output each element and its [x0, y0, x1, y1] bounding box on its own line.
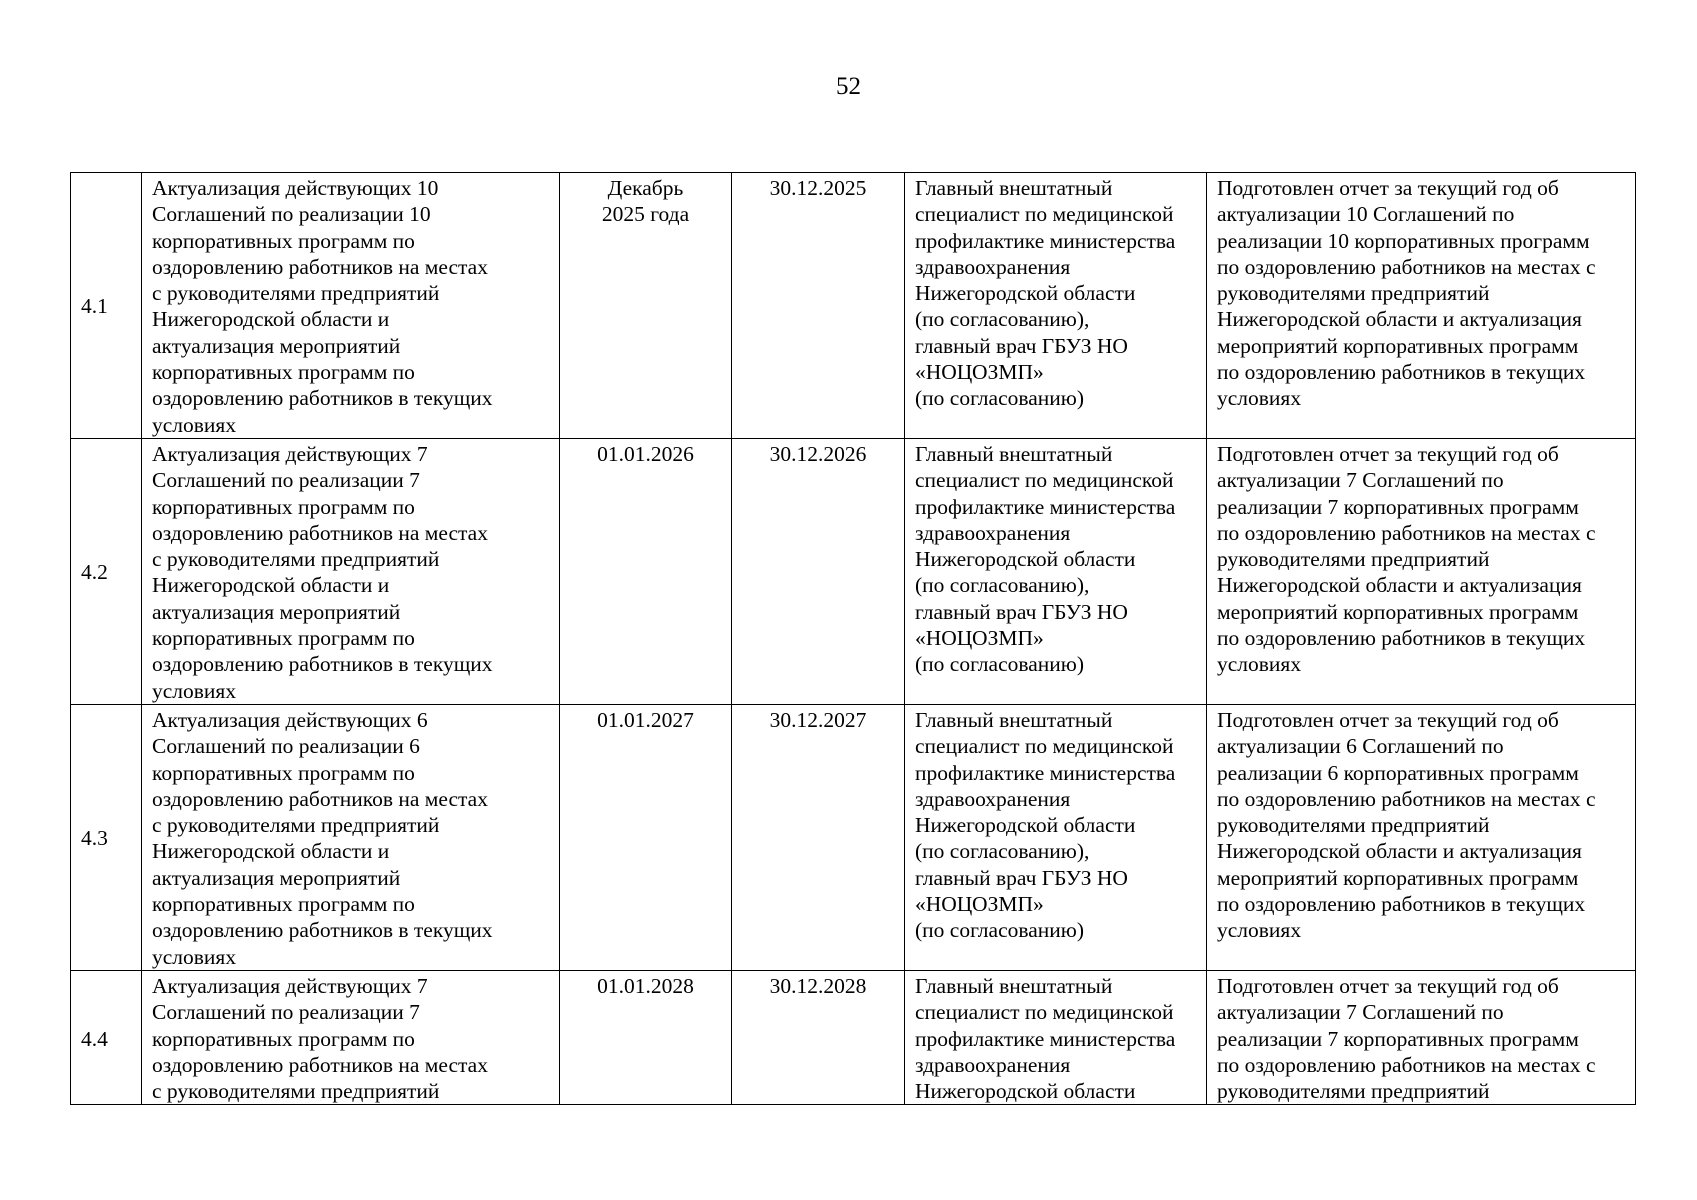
- event-cell: [142, 704, 560, 970]
- result-cell: [1207, 704, 1636, 970]
- responsible-cell-line: специалист по медицинской: [915, 202, 1174, 227]
- event-cell-line: Соглашений по реализации 6: [152, 734, 420, 759]
- result-cell-line: по оздоровлению работников в текущих: [1217, 360, 1586, 385]
- responsible-cell-line: главный врач ГБУЗ НО: [915, 333, 1128, 358]
- event-cell-line: оздоровлению работников на местах: [152, 520, 488, 545]
- responsible-cell-line: (по согласованию),: [915, 307, 1090, 332]
- item-number-cell: 4.1: [71, 173, 142, 439]
- event-cell-line: оздоровлению работников в текущих: [152, 386, 493, 411]
- result-cell-line: мероприятий корпоративных программ: [1217, 865, 1579, 890]
- event-cell-line: актуализация мероприятий: [152, 865, 401, 890]
- result-cell-line: по оздоровлению работников на местах с: [1217, 1052, 1596, 1077]
- table-row: [71, 173, 1636, 439]
- result-cell-line: Подготовлен отчет за текущий год об: [1217, 707, 1559, 732]
- responsible-cell-line: «НОЦОЗМП»: [915, 626, 1044, 651]
- table-body: [71, 173, 1636, 1105]
- event-cell-line: оздоровлению работников в текущих: [152, 652, 493, 677]
- result-cell-line: актуализации 6 Соглашений по: [1217, 734, 1504, 759]
- result-cell-line: условиях: [1217, 386, 1302, 411]
- event-cell-line: с руководителями предприятий: [152, 547, 440, 572]
- event-cell: [142, 970, 560, 1104]
- item-number-cell: 4.3: [71, 704, 142, 970]
- responsible-cell-line: специалист по медицинской: [915, 1000, 1174, 1025]
- result-cell-line: условиях: [1217, 652, 1302, 677]
- event-cell-line: корпоративных программ по: [152, 360, 415, 385]
- event-cell-line: корпоративных программ по: [152, 228, 415, 253]
- end-date-cell: 30.12.2027: [732, 704, 905, 970]
- event-cell: [142, 438, 560, 704]
- start-date-cell-line: 01.01.2027: [597, 707, 694, 732]
- event-cell-line: корпоративных программ по: [152, 760, 415, 785]
- event-cell-line: оздоровлению работников на местах: [152, 1052, 488, 1077]
- event-cell-line: с руководителями предприятий: [152, 813, 440, 838]
- responsible-cell-line: профилактике министерства: [915, 760, 1176, 785]
- responsible-cell-line: главный врач ГБУЗ НО: [915, 599, 1128, 624]
- responsible-cell-line: здравоохранения: [915, 1052, 1071, 1077]
- event-cell-line: актуализация мероприятий: [152, 333, 401, 358]
- table-row: [71, 438, 1636, 704]
- result-cell-line: по оздоровлению работников на местах с: [1217, 520, 1596, 545]
- event-cell-line: Актуализация действующих 7: [152, 973, 428, 998]
- responsible-cell-line: профилактике министерства: [915, 494, 1176, 519]
- result-cell-line: условиях: [1217, 918, 1302, 943]
- responsible-cell-line: «НОЦОЗМП»: [915, 360, 1044, 385]
- result-cell-line: по оздоровлению работников на местах с: [1217, 254, 1596, 279]
- start-date-cell-line: 01.01.2026: [597, 441, 694, 466]
- event-cell: [142, 173, 560, 439]
- responsible-cell: [905, 438, 1207, 704]
- responsible-cell-line: специалист по медицинской: [915, 468, 1174, 493]
- start-date-cell: [560, 438, 732, 704]
- event-cell-line: оздоровлению работников в текущих: [152, 918, 493, 943]
- event-cell-line: Соглашений по реализации 10: [152, 202, 431, 227]
- event-cell-line: актуализация мероприятий: [152, 599, 401, 624]
- event-cell-line: Соглашений по реализации 7: [152, 1000, 420, 1025]
- start-date-cell-line: 01.01.2028: [597, 973, 694, 998]
- responsible-cell: [905, 970, 1207, 1104]
- responsible-cell-line: специалист по медицинской: [915, 734, 1174, 759]
- item-number-cell: 4.4: [71, 970, 142, 1104]
- result-cell-line: реализации 7 корпоративных программ: [1217, 1026, 1579, 1051]
- result-cell-line: руководителями предприятий: [1217, 1079, 1490, 1104]
- result-cell-line: Подготовлен отчет за текущий год об: [1217, 176, 1559, 200]
- result-cell-line: руководителями предприятий: [1217, 547, 1490, 572]
- event-cell-line: Нижегородской области и: [152, 307, 390, 332]
- responsible-cell-line: Главный внештатный: [915, 707, 1113, 732]
- event-cell-line: корпоративных программ по: [152, 892, 415, 917]
- table-row: [71, 970, 1636, 1104]
- result-cell-line: актуализации 7 Соглашений по: [1217, 1000, 1504, 1025]
- event-cell-line: Актуализация действующих 6: [152, 707, 428, 732]
- responsible-cell-line: главный врач ГБУЗ НО: [915, 865, 1128, 890]
- end-date-cell: 30.12.2028: [732, 970, 905, 1104]
- event-cell-line: условиях: [152, 678, 237, 703]
- event-cell-line: условиях: [152, 944, 237, 969]
- result-cell: [1207, 173, 1636, 439]
- page-number: 52: [836, 73, 861, 100]
- responsible-cell-line: Нижегородской области: [915, 547, 1136, 572]
- responsible-cell-line: здравоохранения: [915, 786, 1071, 811]
- event-cell-line: корпоративных программ по: [152, 626, 415, 651]
- start-date-cell: [560, 704, 732, 970]
- item-number-cell: 4.2: [71, 438, 142, 704]
- result-cell-line: мероприятий корпоративных программ: [1217, 599, 1579, 624]
- start-date-cell-line: Декабрь: [607, 176, 684, 200]
- responsible-cell-line: профилактике министерства: [915, 228, 1176, 253]
- event-cell-line: Актуализация действующих 10: [152, 176, 439, 200]
- responsible-cell-line: профилактике министерства: [915, 1026, 1176, 1051]
- responsible-cell-line: (по согласованию): [915, 386, 1085, 411]
- result-cell: [1207, 970, 1636, 1104]
- event-cell-line: Соглашений по реализации 7: [152, 468, 420, 493]
- event-cell-line: с руководителями предприятий: [152, 1079, 440, 1104]
- event-cell-line: Нижегородской области и: [152, 839, 390, 864]
- result-cell-line: по оздоровлению работников в текущих: [1217, 892, 1586, 917]
- result-cell-line: мероприятий корпоративных программ: [1217, 333, 1579, 358]
- responsible-cell-line: Главный внештатный: [915, 973, 1113, 998]
- event-cell-line: Нижегородской области и: [152, 573, 390, 598]
- responsible-cell-line: «НОЦОЗМП»: [915, 892, 1044, 917]
- event-cell-line: оздоровлению работников на местах: [152, 786, 488, 811]
- responsible-cell-line: Нижегородской области: [915, 813, 1136, 838]
- result-cell-line: Подготовлен отчет за текущий год об: [1217, 441, 1559, 466]
- result-cell-line: Нижегородской области и актуализация: [1217, 839, 1582, 864]
- responsible-cell-line: (по согласованию),: [915, 839, 1090, 864]
- responsible-cell-line: Главный внештатный: [915, 176, 1113, 200]
- result-cell-line: Нижегородской области и актуализация: [1217, 573, 1582, 598]
- table-row: [71, 704, 1636, 970]
- result-cell-line: руководителями предприятий: [1217, 281, 1490, 306]
- responsible-cell-line: Нижегородской области: [915, 281, 1136, 306]
- result-cell-line: Подготовлен отчет за текущий год об: [1217, 973, 1559, 998]
- result-cell-line: руководителями предприятий: [1217, 813, 1490, 838]
- start-date-cell-line: 2025 года: [601, 202, 690, 227]
- result-cell-line: реализации 6 корпоративных программ: [1217, 760, 1579, 785]
- responsible-cell-line: здравоохранения: [915, 520, 1071, 545]
- result-cell-line: реализации 10 корпоративных программ: [1217, 228, 1590, 253]
- result-cell: [1207, 438, 1636, 704]
- responsible-cell: [905, 704, 1207, 970]
- activity-plan-table: [70, 172, 1636, 1105]
- responsible-cell-line: Нижегородской области: [915, 1079, 1136, 1104]
- event-cell-line: условиях: [152, 412, 237, 437]
- event-cell-line: корпоративных программ по: [152, 1026, 415, 1051]
- result-cell-line: Нижегородской области и актуализация: [1217, 307, 1582, 332]
- responsible-cell-line: (по согласованию): [915, 652, 1085, 677]
- responsible-cell-line: здравоохранения: [915, 254, 1071, 279]
- event-cell-line: корпоративных программ по: [152, 494, 415, 519]
- result-cell-line: актуализации 7 Соглашений по: [1217, 468, 1504, 493]
- event-cell-line: с руководителями предприятий: [152, 281, 440, 306]
- end-date-cell: 30.12.2025: [732, 173, 905, 439]
- responsible-cell-line: (по согласованию): [915, 918, 1085, 943]
- start-date-cell: [560, 173, 732, 439]
- responsible-cell-line: Главный внештатный: [915, 441, 1113, 466]
- result-cell-line: по оздоровлению работников на местах с: [1217, 786, 1596, 811]
- event-cell-line: оздоровлению работников на местах: [152, 254, 488, 279]
- start-date-cell: [560, 970, 732, 1104]
- result-cell-line: актуализации 10 Соглашений по: [1217, 202, 1515, 227]
- responsible-cell-line: (по согласованию),: [915, 573, 1090, 598]
- event-cell-line: Актуализация действующих 7: [152, 441, 428, 466]
- result-cell-line: по оздоровлению работников в текущих: [1217, 626, 1586, 651]
- responsible-cell: [905, 173, 1207, 439]
- result-cell-line: реализации 7 корпоративных программ: [1217, 494, 1579, 519]
- end-date-cell: 30.12.2026: [732, 438, 905, 704]
